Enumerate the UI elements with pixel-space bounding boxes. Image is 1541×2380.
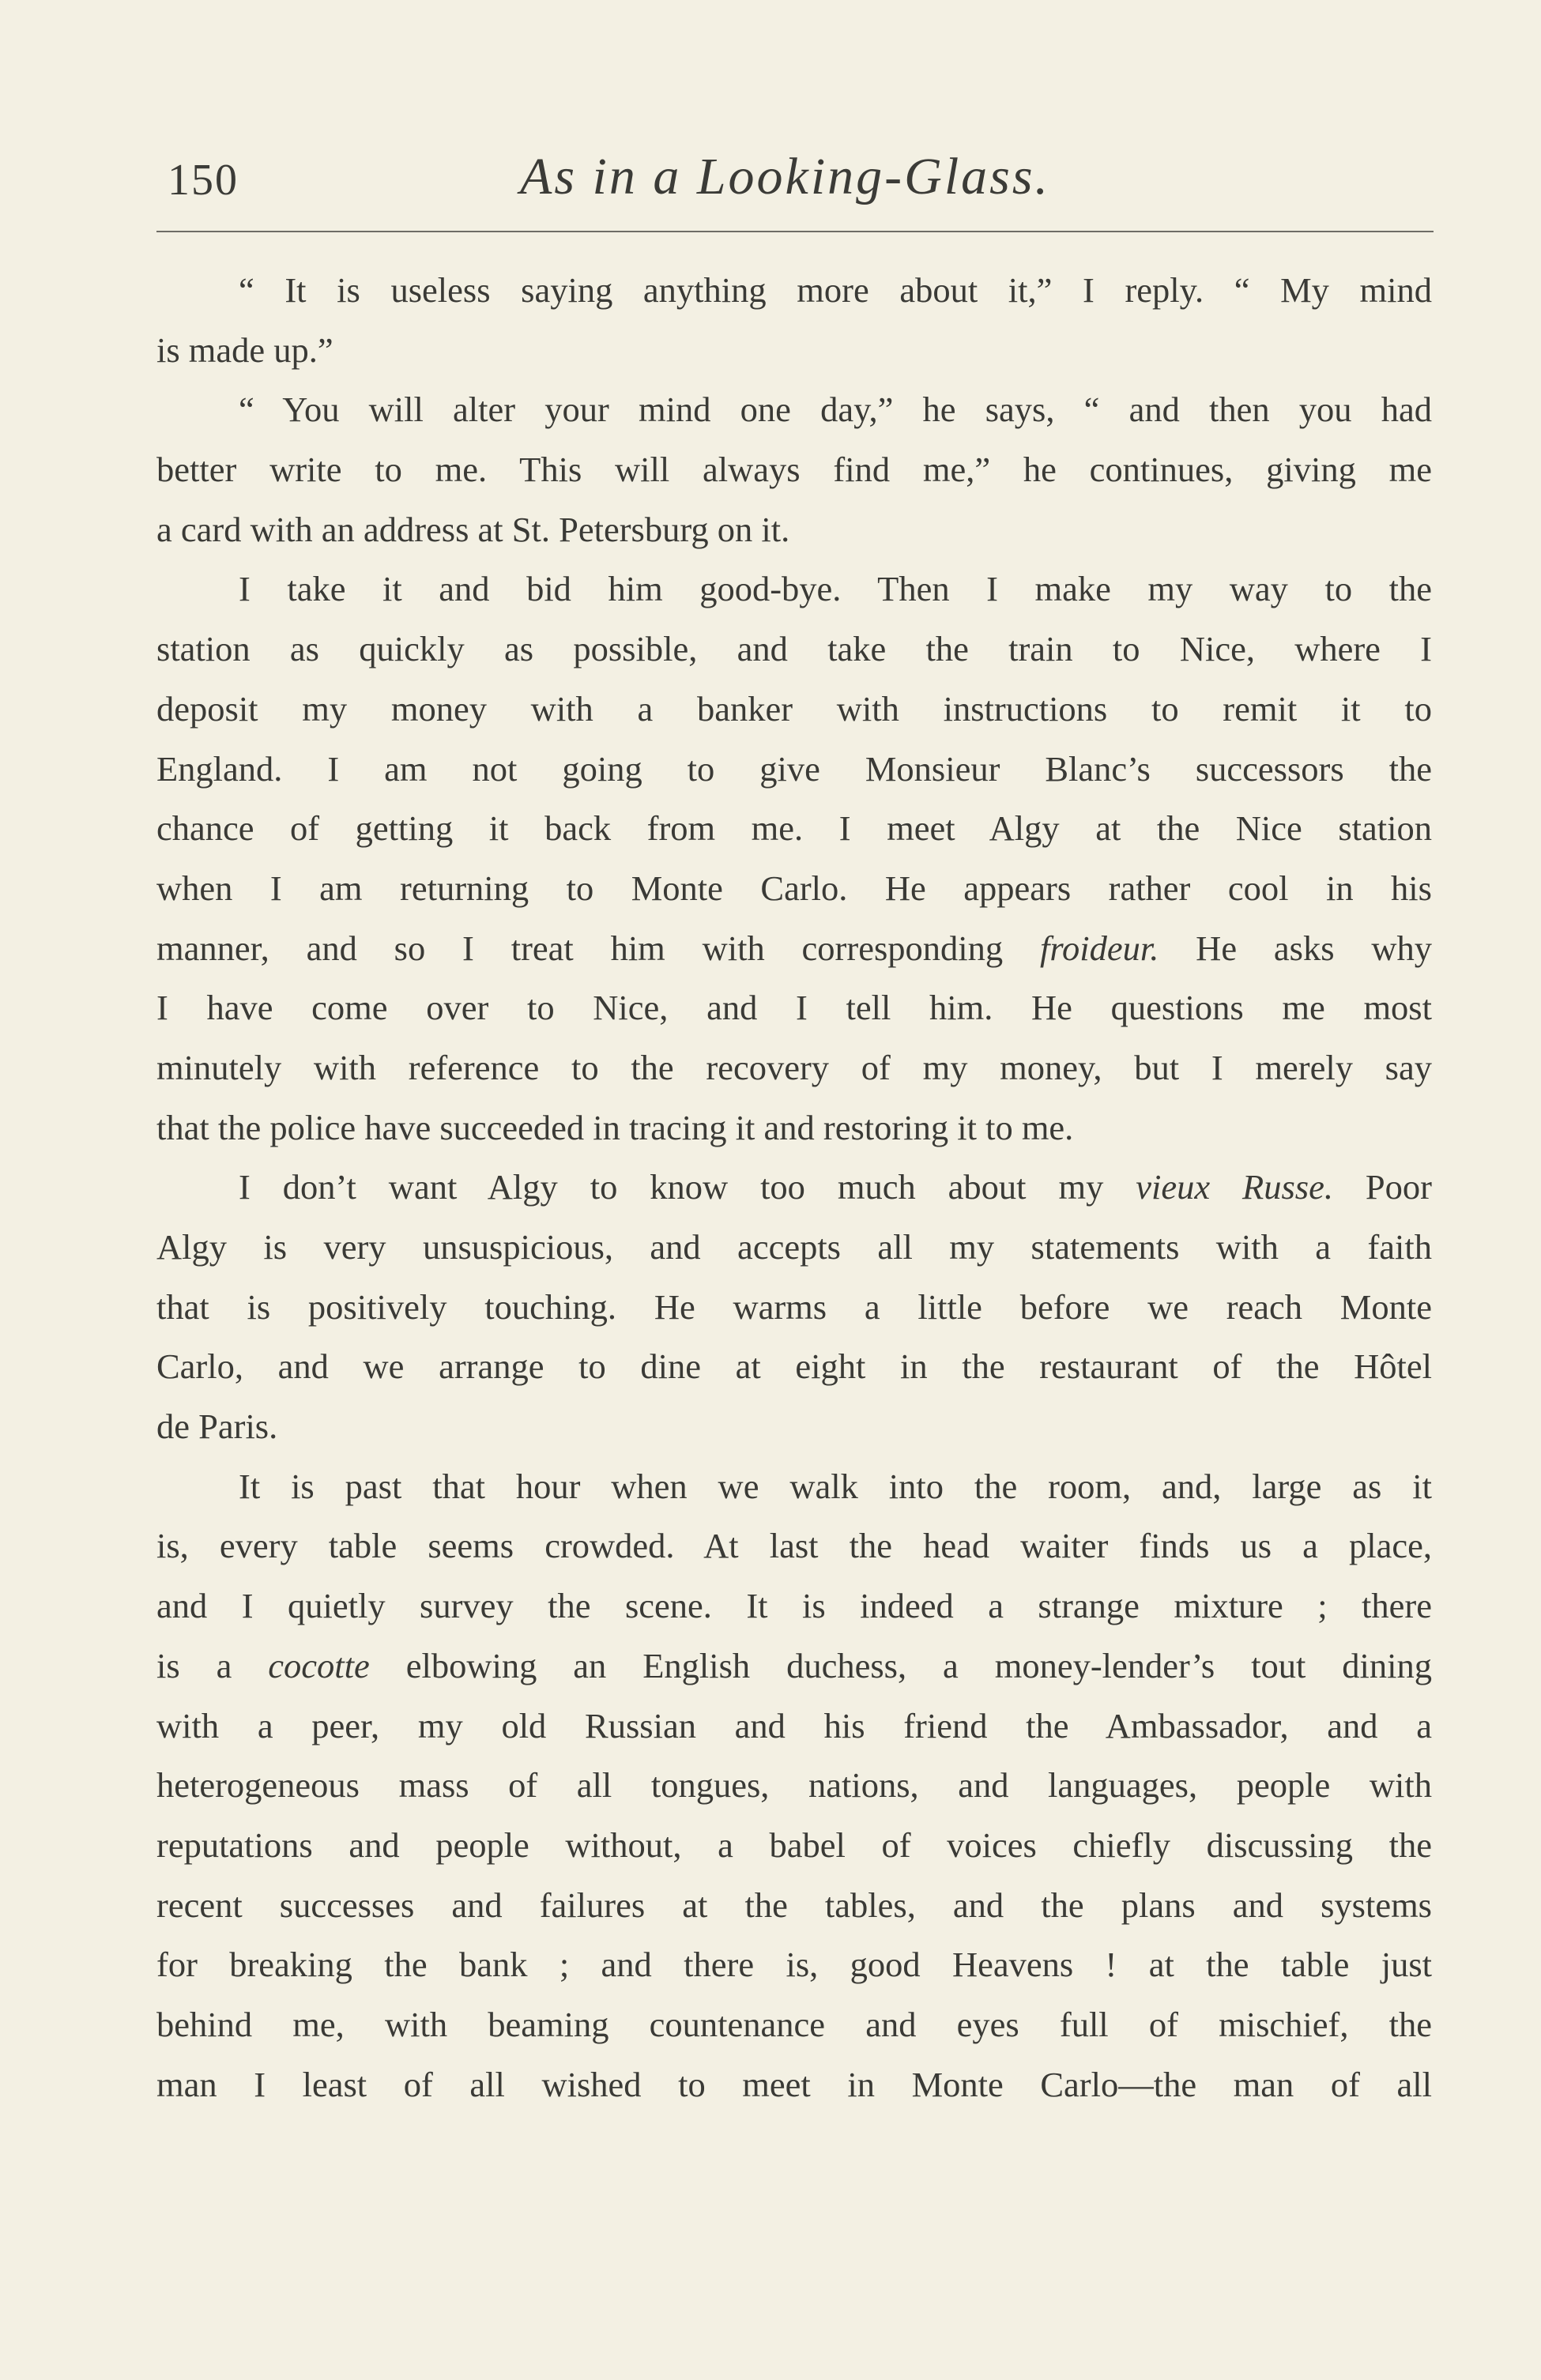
text-line: man I least of all wished to meet in Monte Carlo—the man of all — [156, 2064, 1432, 2104]
page-number: 150 — [168, 156, 239, 205]
running-title: As in a Looking-Glass. — [520, 148, 1051, 205]
body-text — [156, 261, 1432, 2115]
text-line: It is past that hour when we walk into the room, and, large as it — [239, 1466, 1432, 1506]
text-line: “ It is useless saying anything more about it,” I reply. “ My mind — [239, 270, 1432, 310]
text-line: Algy is very unsuspicious, and accepts all my statements with a faith — [156, 1227, 1432, 1267]
text-line: with a peer, my old Russian and his friend the Ambassador, and a — [156, 1705, 1432, 1745]
italic-phrase: cocotte — [268, 1645, 370, 1685]
text-line: and I quietly survey the scene. It is indeed a strange mixture ; there — [156, 1586, 1432, 1626]
text-line — [156, 1636, 1432, 1697]
text-line — [156, 919, 1432, 979]
text-line: deposit my money with a banker with instructions to remit it to — [156, 688, 1432, 729]
text-line: de Paris. — [156, 1407, 278, 1447]
text-line: Carlo, and we arrange to dine at eight in the restaurant of the Hôtel — [156, 1346, 1432, 1387]
text-line: reputations and people without, a babel of voices chiefly discussing the — [156, 1825, 1432, 1865]
page-header — [156, 147, 1434, 226]
text-line: is, every table seems crowded. At last the head waiter finds us a place, — [156, 1526, 1432, 1566]
text-line: recent successes and failures at the tables, and the plans and systems — [156, 1885, 1432, 1925]
text-line: when I am returning to Monte Carlo. He appears rather cool in his — [156, 868, 1432, 908]
text-segment: I don’t want Algy to know too much about my — [239, 1167, 1136, 1207]
italic-phrase: froideur. — [1039, 928, 1159, 968]
text-line: is made up.” — [156, 330, 333, 370]
text-line: behind me, with beaming countenance and eyes full of mischief, the — [156, 2004, 1432, 2044]
text-line: minutely with reference to the recovery of my money, but I merely say — [156, 1047, 1432, 1087]
text-segment: is a — [156, 1645, 269, 1685]
text-line: I take it and bid him good-bye. Then I make my way to the — [239, 569, 1432, 609]
text-line: I have come over to Nice, and I tell him. He questions me most — [156, 988, 1432, 1028]
text-line: heterogeneous mass of all tongues, nations, and languages, people with — [156, 1765, 1432, 1806]
text-line: for breaking the bank ; and there is, good Heavens ! at the table just — [156, 1945, 1432, 1985]
header-rule — [156, 231, 1434, 232]
text-line: better write to me. This will always find me,” he continues, giving me — [156, 450, 1432, 490]
text-segment: He asks why — [1159, 928, 1432, 968]
text-segment: manner, and so I treat him with corresponding — [156, 928, 1040, 968]
text-line: that the police have succeeded in tracing it and restoring it to me. — [156, 1107, 1074, 1147]
text-line: station as quickly as possible, and take the train to Nice, where I — [156, 629, 1432, 669]
text-line: “ You will alter your mind one day,” he says, “ and then you had — [239, 390, 1432, 430]
text-segment: Poor — [1333, 1167, 1432, 1207]
text-line: chance of getting it back from me. I meet Algy at the Nice station — [156, 808, 1432, 849]
text-line: England. I am not going to give Monsieur Blanc’s successors the — [156, 748, 1432, 789]
text-line: a card with an address at St. Petersburg on it. — [156, 509, 790, 549]
text-line: that is positively touching. He warms a little before we reach Monte — [156, 1286, 1432, 1327]
text-segment: elbowing an English duchess, a money-lender’s tout dining — [369, 1645, 1432, 1685]
italic-phrase: vieux Russe. — [1136, 1167, 1333, 1207]
text-line — [156, 1158, 1432, 1218]
